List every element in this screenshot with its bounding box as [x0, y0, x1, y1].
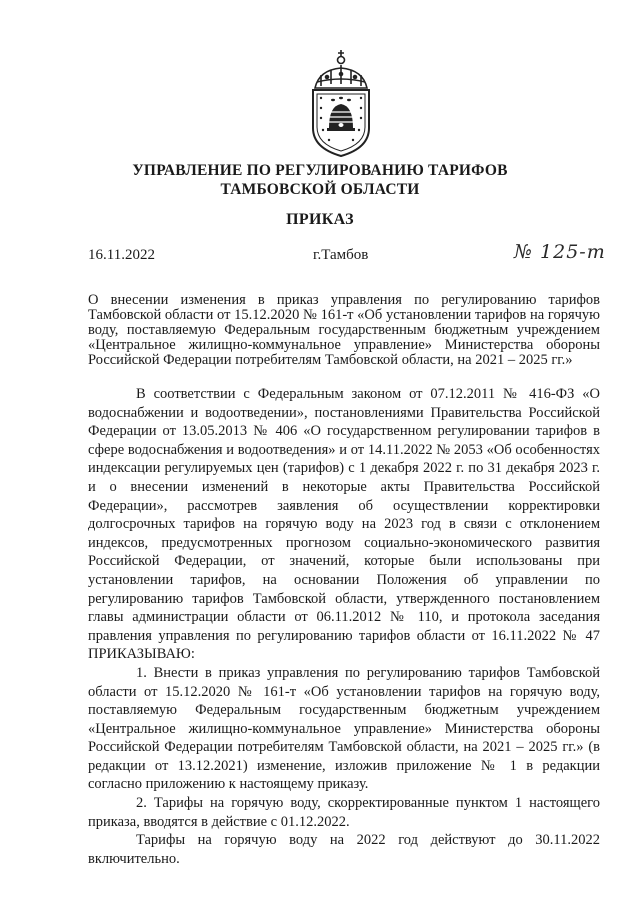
preamble-paragraph: В соответствии с Федеральным законом от 07.12.2011 № 416-ФЗ «О водоснабжении и водоотведении», постановлениями Правительства Российской Федерации от 13.05.2013 № 406 «О государственном регулировании тарифов в сфере водоснабжения и водоотведения» и от 14.11.2022 № 2053 «Об особенностях индексации регулируемых цен (тарифов) с 1 декабря 2022 г. по 31 декабря 2023 г. и о внесении изменений в некоторые акты Правительства Российской Федерации», рассмотрев заявления об осуществлении корректировки долгосрочных тарифов на горячую воду на 2023 год в связи с отклонением индексов, предусмотренных прогнозом социально-экономического развития Российской Федерации, от значений, которые были использованы при установлении тарифов, на основании Положения об управлении по регулированию тарифов Тамбовской области, утвержденного постановлением главы администрации области от 06.11.2012 № 110, и протокола заседания правления управления по регулированию тарифов области от 16.11.2022 № 47 ПРИКАЗЫВАЮ:: [88, 386, 600, 663]
document-type: ПРИКАЗ: [286, 211, 354, 228]
order-item-2: 2. Тарифы на горячую воду, скорректированные пунктом 1 настоящего приказа, вводятся в действие с 01.12.2022.: [88, 795, 600, 830]
order-subject: О внесении изменения в приказ управления по регулированию тарифов Тамбовской области от 15.12.2020 № 161-т «Об установлении тарифов на горячую воду, поставляемую Федеральным государственным бюджетным учреждением «Центральное жилищно-коммунальное управление» Министерства обороны Российской Федерации потребителям Тамбовской области, на 2021 – 2025 гг.»: [88, 292, 600, 368]
order-body: [88, 385, 600, 868]
order-item-1: 1. Внести в приказ управления по регулированию тарифов Тамбовской области от 15.12.2020 № 161-т «Об установлении тарифов на горячую воду, поставляемую Федеральным государственным бюджетным учреждением «Центральное жилищно-коммунальное управление» Министерства обороны Российской Федерации потребителям Тамбовской области, на 2021 – 2025 гг.» (в редакции от 13.12.2021) изменение, изложив приложение № 1 в редакции согласно приложению к настоящему приказу.: [88, 664, 600, 793]
org-name-line1: УПРАВЛЕНИЕ ПО РЕГУЛИРОВАНИЮ ТАРИФОВ: [132, 162, 508, 179]
order-city: г.Тамбов: [313, 247, 369, 263]
org-name-line2: ТАМБОВСКОЙ ОБЛАСТИ: [220, 181, 420, 198]
order-date: 16.11.2022: [88, 247, 155, 263]
tambov-coat-of-arms-icon: [297, 48, 385, 160]
order-item-3: Тарифы на горячую воду на 2022 год действуют до 30.11.2022 включительно.: [88, 832, 600, 867]
order-number: № 125-т: [514, 241, 606, 263]
